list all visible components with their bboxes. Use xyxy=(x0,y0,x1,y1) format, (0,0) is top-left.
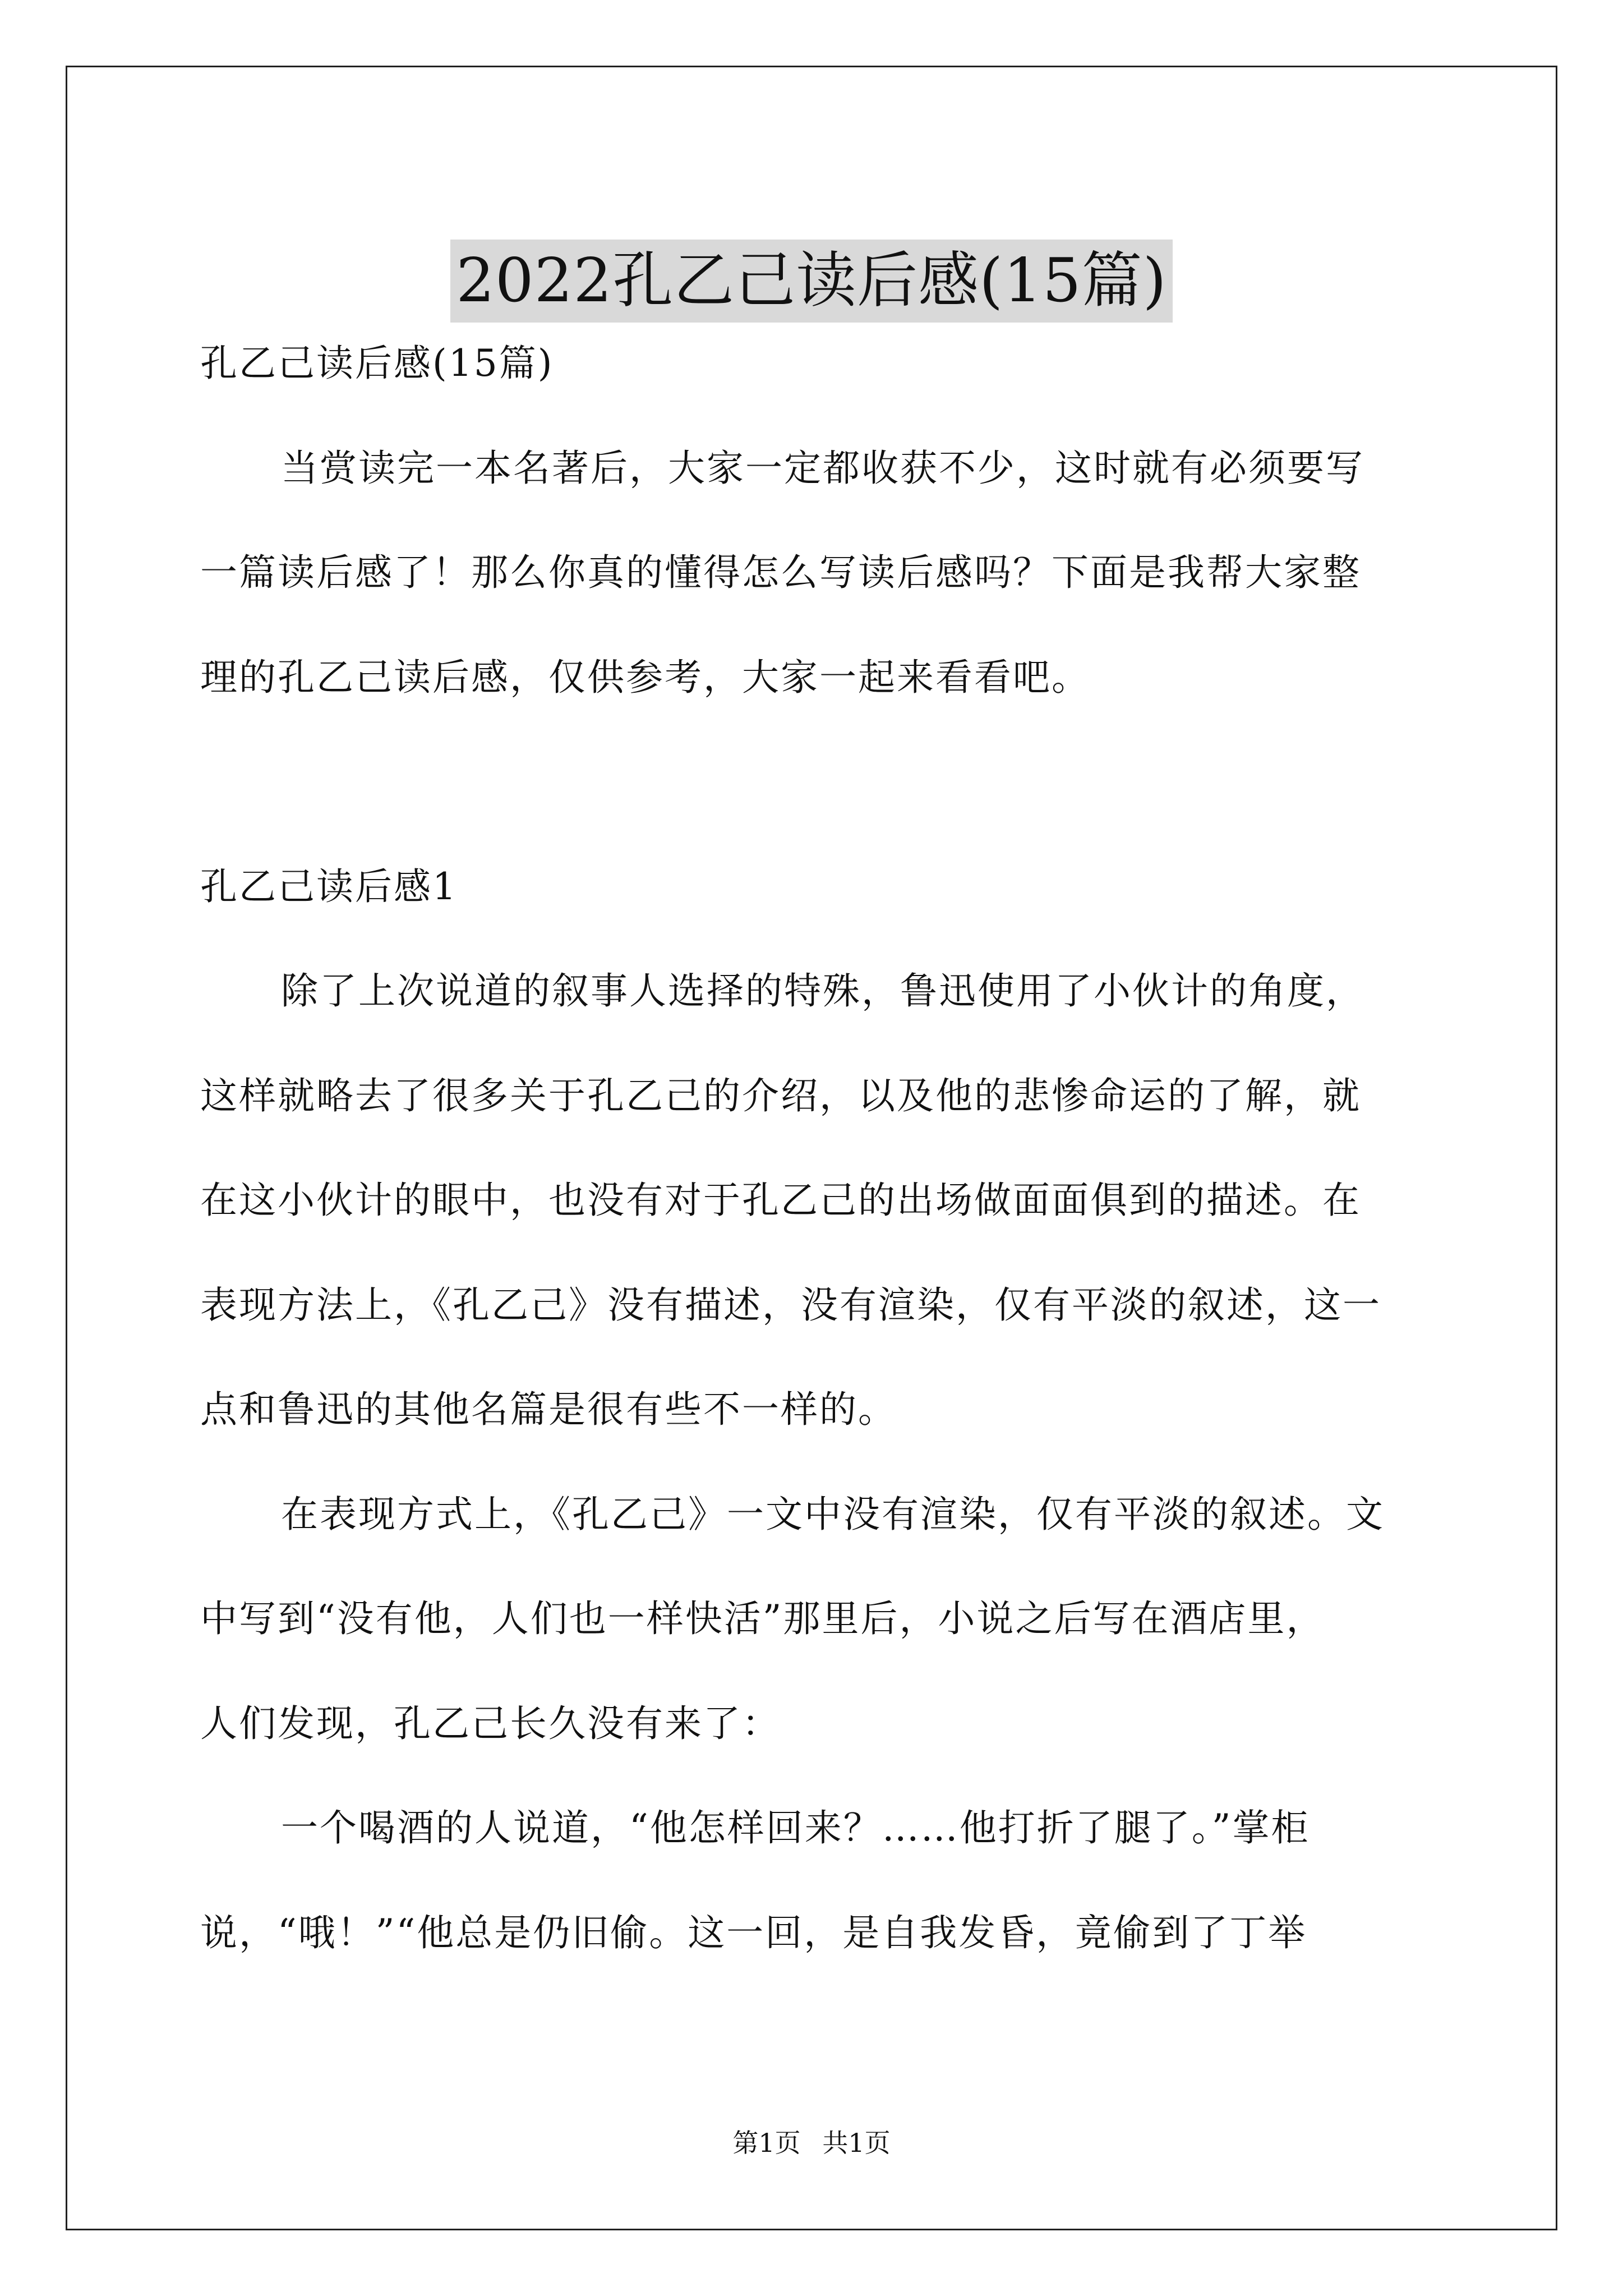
paragraph-line: 在表现方式上，《孔乙己》一文中没有渲染，仅有平淡的叙述。文 xyxy=(281,1492,1385,1536)
page-total: 共1页 xyxy=(822,2128,891,2158)
intro-line: 当赏读完一本名著后，大家一定都收获不少，这时就有必须要写 xyxy=(281,446,1364,490)
paragraph-line: 点和鲁迅的其他名篇是很有些不一样的。 xyxy=(200,1388,897,1431)
page-footer xyxy=(0,2126,1623,2160)
document-body xyxy=(200,311,1423,1985)
paragraph-line: 这样就略去了很多关于孔乙己的介绍，以及他的悲惨命运的了解，就 xyxy=(200,1074,1361,1117)
paragraph-line: 除了上次说道的叙事人选择的特殊，鲁迅使用了小伙计的角度， xyxy=(281,969,1364,1013)
document-title: 2022孔乙己读后感(15篇) xyxy=(450,240,1173,323)
paragraph-line: 说，“哦！”“他总是仍旧偷。这一回，是自我发昏，竟偷到了丁举 xyxy=(200,1911,1307,1954)
paragraph-line: 在这小伙计的眼中，也没有对于孔乙己的出场做面面俱到的描述。在 xyxy=(200,1179,1361,1222)
paragraph-line: 表现方法上，《孔乙己》没有描述，没有渲染，仅有平淡的叙述，这一 xyxy=(200,1283,1381,1327)
paragraph-line: 一个喝酒的人说道，“他怎样回来？……他打折了腿了。”掌柜 xyxy=(281,1806,1310,1849)
page-number: 第1页 xyxy=(732,2128,801,2158)
section-heading: 孔乙己读后感1 xyxy=(200,864,458,908)
intro-line: 理的孔乙己读后感，仅供参考，大家一起来看看吧。 xyxy=(200,655,1090,699)
spacer xyxy=(200,730,1423,835)
intro-heading: 孔乙己读后感(15篇) xyxy=(200,342,554,385)
paragraph-line: 中写到“没有他，人们也一样快活”那里后，小说之后写在酒店里， xyxy=(200,1597,1325,1640)
intro-line: 一篇读后感了！那么你真的懂得怎么写读后感吗？下面是我帮大家整 xyxy=(200,551,1361,594)
paragraph-line: 人们发现，孔乙己长久没有来了： xyxy=(200,1701,781,1745)
